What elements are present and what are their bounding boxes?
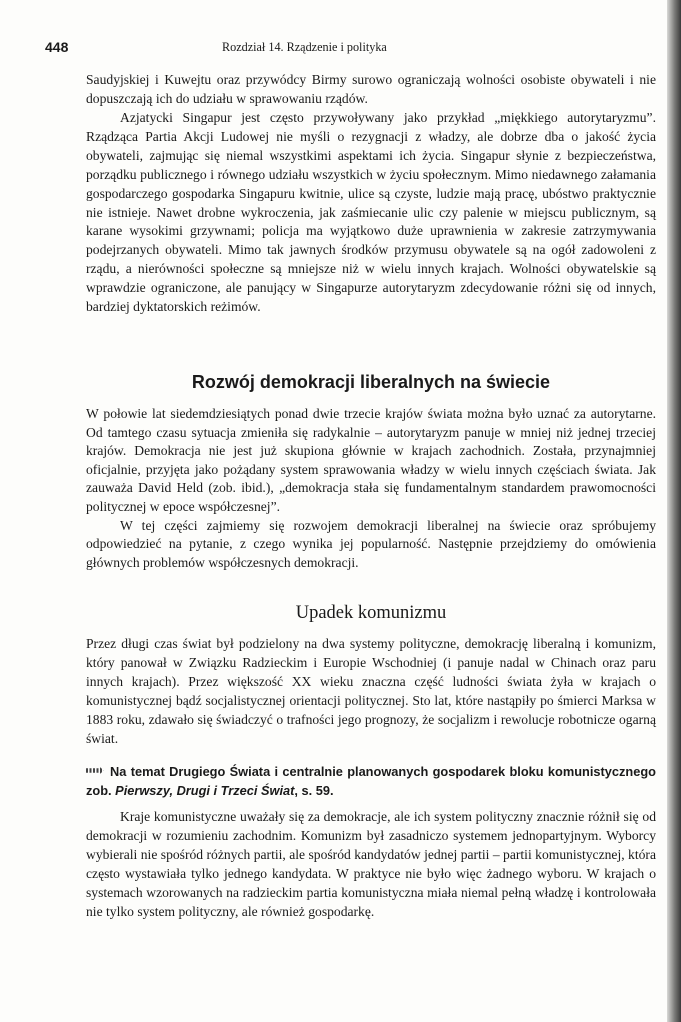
section-democracy-body [86, 405, 656, 572]
opening-paragraph-block [86, 71, 656, 109]
page-edge-shadow [667, 0, 681, 1022]
page-header [0, 39, 681, 59]
cross-reference-note [86, 763, 656, 800]
paragraph: W tej części zajmiemy się rozwojem demokracji liberalnej na świecie oraz spróbujemy odpowiedzieć na pytanie, z czego wynika jej popularność. Następnie przejdziemy do omówienia głównych problemów współczesnych demokracji. [86, 517, 656, 570]
paragraph: Azjatycki Singapur jest często przywoływany jako przykład „miękkiego autorytaryzmu”. Rządząca Partia Akcji Ludowej nie myśli o rezygnacji z władzy, ale dobrze dba o jakość życia obywateli, zajmując się niemal wszystkimi aspektami ich życia. Singapur słynie z bezpieczeństwa, porządku publicznego i równego udziału wszystkich w życiu społecznym. Mimo niedawnego załamania gospodarczego gospodarka Singapuru kwitnie, ulice są czyste, ludzie mają pracę, ubóstwo praktycznie nie istnieje. Nawet drobne wykroczenia, jak zaśmiecanie ulic czy palenie w miejscu publicznym, są karane wysokimi grzywnami; policja ma wyjątkowo duże uprawnienia w zakresie zatrzymywania podejrzanych obywateli. Mimo tak jawnych środków przymusu obywatele są na ogół zadowoleni z rządu, a nierówności społeczne są mniejsze niż w wielu innych krajach. Wolności obywatelskie są wprawdzie ograniczone, ale panujący w Singapurze autorytaryzm zdecydowanie różni się od innych, bardziej dyktatorskich reżimów. [86, 110, 656, 315]
paragraph: W połowie lat siedemdziesiątych ponad dwie trzecie krajów świata można było uznać za autorytarne. Od tamtego czasu sytuacja zmieniła się radykalnie – autorytaryzm panuje w mniej niż jednej trzeciej krajów. Demokracja nie jest już skupiona głównie w krajach zachodnich. Została, przynajmniej oficjalnie, przyjęta jako pożądany system sprawowania władzy w wielu innych częściach świata. Jak zauważa David Held (zob. ibid.), „demokracja stała się fundamentalnym standardem prawomocności politycznej w epoce współczesnej”. [86, 406, 656, 514]
section-heading-communism: Upadek komunizmu [295, 603, 447, 623]
crossref-text: Na temat Drugiego Świata i centralnie planowanych gospodarek bloku komunistycznego zob. [86, 764, 656, 798]
paragraph: Saudyjskiej i Kuwejtu oraz przywódcy Birmy surowo ograniczają wolności osobiste obywateli i nie dopuszczają ich do udziału w sprawowaniu rządów. [86, 72, 656, 106]
running-head: Rozdział 14. Rządzenie i polityka [222, 40, 387, 54]
section-communism-body [86, 635, 656, 748]
paragraph: Przez długi czas świat był podzielony na dwa systemy polityczne, demokrację liberalną i komunizm, który panował w Związku Radzieckim i Europie Wschodniej (i panuje nadal w Chinach oraz paru innych krajach). Przez większość XX wieku znaczna część ludności świata żyła w krajach o komunistycznej bądź socjalistycznej orientacji politycznej. Sto lat, które nastąpiły po śmierci Marksa w 1883 roku, zdawało się świadczyć o trafności jego prognozy, że socjalizm i rewolucje robotnicze ogarną świat. [86, 636, 656, 746]
section-heading-democracy: Rozwój demokracji liberalnych na świecie [191, 372, 551, 392]
dotted-arrow-icon [86, 766, 104, 775]
paragraph: Kraje komunistyczne uważały się za demokracje, ale ich system polityczny znacznie różnił się od demokracji w rozumieniu zachodnim. Komunizm był zasadniczo systemem jednopartyjnym. Wyborcy wybierali nie spośród różnych partii, ale spośród kandydatów jednej partii – partii komunistycznej, która często wystawiała tylko jednego kandydata. W praktyce nie było więc żadnego wyboru. W krajach o systemach wzorowanych na radzieckim partia komunistyczna miała niemal pełną władzę i kontrolowała nie tylko system polityczny, ale również gospodarkę. [86, 809, 656, 919]
section-communist-systems-body [86, 808, 656, 921]
singapore-paragraph-block [86, 109, 656, 317]
crossref-page: , s. 59. [294, 782, 334, 798]
page-number: 448 [45, 39, 69, 55]
crossref-title: Pierwszy, Drugi i Trzeci Świat [115, 782, 295, 798]
